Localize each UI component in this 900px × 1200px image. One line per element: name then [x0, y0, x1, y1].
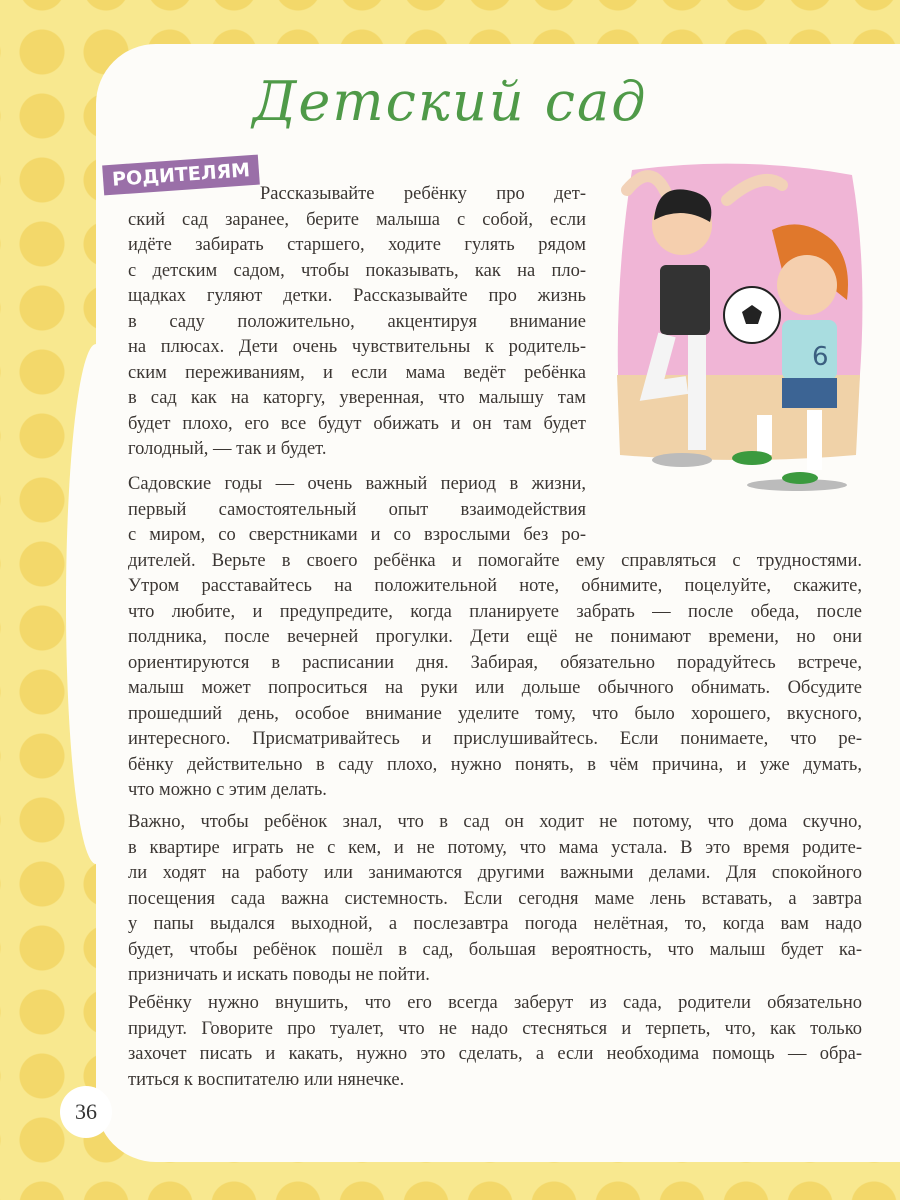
text-line: с миром, со сверстниками и со взрослыми без ро- [128, 525, 586, 545]
text-line: дителей. Верьте в своего ребёнка и помогайте ему справляться с трудностями. [128, 550, 862, 571]
text-line: у папы выдался выходной, а послезавтра погода нелётная, то, когда вам надо [128, 914, 862, 934]
text-line: Утром расставайтесь на положительной ноте, обнимите, поцелуйте, скажите, [128, 576, 862, 596]
text-line: в сад как на каторгу, уверенная, что малышу там [128, 388, 586, 408]
text-line: будет, чтобы ребёнок пошёл в сад, большая вероятность, что малыш будет ка- [128, 939, 862, 960]
text-line: щадках гуляют детки. Рассказывайте про жизнь [128, 286, 586, 306]
text-line: малыш может попроситься на руки или дольше обычного обнимать. Обсудите [128, 678, 862, 698]
text-line: будет плохо, его все будут обижать и он там будет [128, 413, 586, 434]
paragraph-4 [128, 991, 862, 1093]
text-line: в саду положительно, акцентируя внимание [128, 311, 586, 332]
text-line: Садовские годы — очень важный период в жизни, [128, 474, 586, 494]
text-line: интересного. Присматривайтесь и прислушивайтесь. Если понимаете, что ре- [128, 729, 862, 749]
text-line: ориентируются в расписании дня. Забирая, обязательно порадуйтесь встрече, [128, 652, 862, 673]
text-line: Ребёнку нужно внушить, что его всегда заберут из сада, родители обязательно [128, 993, 862, 1013]
page-title: Детский сад [252, 70, 648, 133]
text-line: ский сад заранее, берите малыша с собой, если [128, 209, 586, 230]
paragraph-2 [128, 472, 862, 804]
text-line: ли ходят на работу или занимаются другими важными делами. Для спокойного [128, 863, 862, 883]
text-line: призничать и искать поводы не пойти. [128, 965, 430, 985]
text-line: что можно с этим делать. [128, 780, 327, 800]
paragraph-3 [128, 810, 862, 989]
text-line: с детским садом, чтобы показывать, как на пло- [128, 260, 586, 281]
text-line: идёте забирать старшего, ходите гулять рядом [128, 235, 586, 255]
text-line: голодный, — так и будет. [128, 439, 327, 459]
text-line: прошедший день, особое внимание уделите тому, что было хорошего, вкусного, [128, 703, 862, 724]
text-line: Рассказывайте ребёнку про дет- [260, 184, 586, 204]
text-line: на плюсах. Дети очень чувствительны к родитель- [128, 337, 586, 357]
text-line: бёнку действительно в саду плохо, нужно понять, в чём причина, и уже думать, [128, 754, 862, 775]
text-line: в квартире играть не с кем, и не потому, что мама устала. В это время родите- [128, 837, 862, 858]
page-number: 36 [60, 1086, 112, 1138]
parents-badge: РОДИТЕЛЯМ [102, 155, 260, 196]
text-line: захочет писать и какать, нужно это сделать, а если необходима помощь — обра- [128, 1044, 862, 1064]
text-line: Важно, чтобы ребёнок знал, что в сад он ходит не потому, что дома скучно, [128, 812, 862, 832]
text-line: посещения сада важна системность. Если сегодня маме лень вставать, а завтра [128, 888, 862, 909]
jersey-number: 6 [812, 342, 829, 372]
text-line: титься к воспитателю или нянечке. [128, 1069, 405, 1090]
text-line: первый самостоятельный опыт взаимодействия [128, 499, 586, 520]
kids-illustration [612, 160, 867, 492]
text-line: придут. Говорите про туалет, что не надо стесняться и терпеть, что, как только [128, 1018, 862, 1039]
text-line: полдника, после вечерней прогулки. Дети ещё не понимают времени, но они [128, 627, 862, 647]
text-line: ским переживаниям, и если мама ведёт ребёнка [128, 362, 586, 383]
text-line: что любите, и предупредите, когда планируете забрать — после обеда, после [128, 601, 862, 622]
paragraph-1 [128, 182, 586, 463]
